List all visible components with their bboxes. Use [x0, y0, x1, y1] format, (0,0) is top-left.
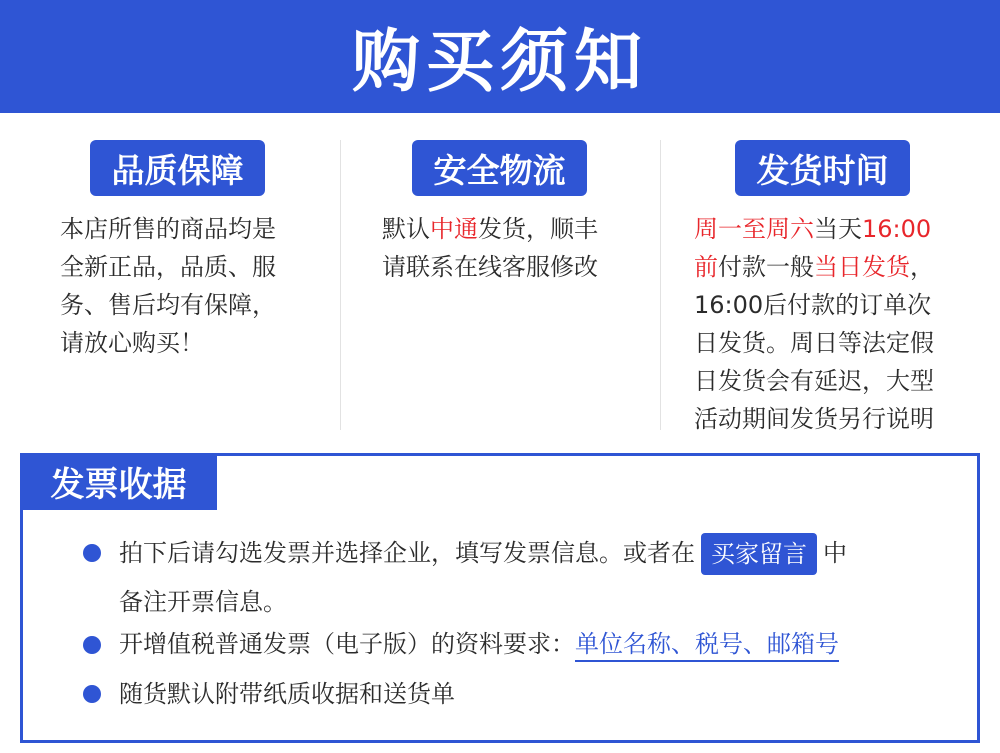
- separator: 、: [743, 630, 767, 662]
- shipping-pay: 付款一般: [718, 253, 814, 281]
- shipping-label: 发货时间: [735, 140, 910, 196]
- logistics-label: 安全物流: [412, 140, 587, 196]
- shipping-same-day-dispatch: 当日发货: [814, 253, 910, 281]
- invoice-item-3: 随货默认附带纸质收据和送货单: [119, 680, 455, 708]
- logistics-line1-pre: 默认: [382, 215, 430, 243]
- shipping-comma: ，: [910, 253, 934, 281]
- quality-line: 全新正品，品质、服: [60, 253, 276, 281]
- invoice-item-2: [119, 626, 839, 662]
- invoice-item1-post: 中: [823, 539, 847, 567]
- logistics-line-2: 请联系在线客服修改: [382, 253, 598, 281]
- shipping-text: [694, 210, 934, 438]
- logistics-line-1: [382, 210, 598, 248]
- page-title: 购买须知: [351, 23, 648, 102]
- invoice-item-1: [119, 532, 847, 575]
- shipping-line-3: 16:00后付款的订单次: [694, 291, 932, 319]
- quality-line: 务、售后均有保障，: [60, 291, 276, 319]
- courier-highlight: 中通: [430, 215, 478, 243]
- bullet-icon: [83, 685, 101, 703]
- bullet-icon: [83, 544, 101, 562]
- invoice-item1-text: 拍下后请勾选发票并选择企业，填写发票信息。或者在: [119, 539, 695, 567]
- shipping-days: 周一至周六: [694, 215, 814, 243]
- quality-text: [60, 210, 276, 362]
- shipping-same-day: 当天: [814, 215, 862, 243]
- company-name-link: 单位名称: [575, 630, 671, 662]
- logistics-text: [382, 210, 598, 286]
- shipping-line-4: 日发货。周日等法定假: [694, 329, 934, 357]
- shipping-before: 前: [694, 253, 718, 281]
- quality-label: 品质保障: [90, 140, 265, 196]
- bullet-icon: [83, 636, 101, 654]
- invoice-title: 发票收据: [20, 453, 217, 510]
- separator: 、: [671, 630, 695, 662]
- buyer-message-tag: 买家留言: [701, 533, 817, 575]
- invoice-item2-text: 开增值税普通发票（电子版）的资料要求：: [119, 630, 575, 658]
- invoice-section: [20, 453, 980, 743]
- shipping-line-5: 日发货会有延迟，大型: [694, 367, 934, 395]
- quality-line: 请放心购买！: [60, 329, 204, 357]
- shipping-line-2: [694, 248, 934, 286]
- logistics-line1-post: 发货，顺丰: [478, 215, 598, 243]
- header-banner: [0, 0, 1000, 113]
- email-link: 邮箱号: [767, 630, 839, 662]
- shipping-cutoff: 16:00: [862, 215, 932, 243]
- invoice-item-1-cont: 备注开票信息。: [119, 588, 287, 616]
- column-divider: [660, 140, 661, 430]
- tax-id-link: 税号: [695, 630, 743, 662]
- shipping-line-6: 活动期间发货另行说明: [694, 405, 934, 433]
- quality-line: 本店所售的商品均是: [60, 215, 276, 243]
- shipping-line-1: [694, 210, 934, 248]
- column-divider: [340, 140, 341, 430]
